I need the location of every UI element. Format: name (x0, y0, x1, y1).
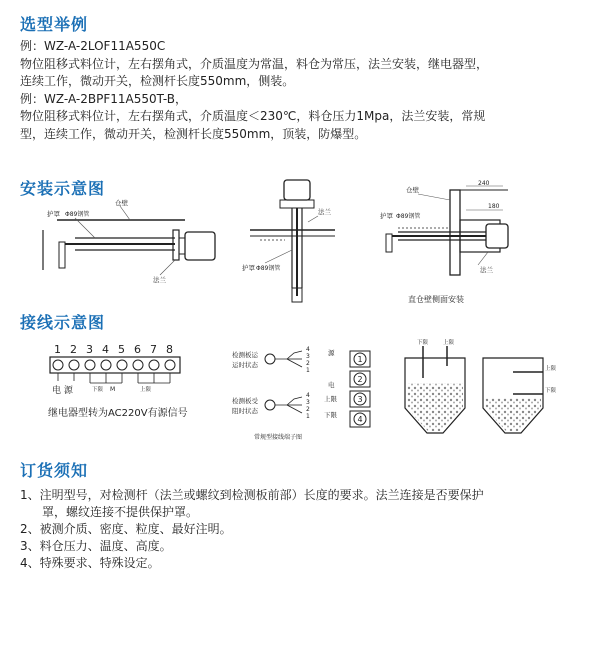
install-diagram-top (240, 178, 340, 313)
state2-line1: 检测板受 (232, 397, 258, 405)
section-title-install: 安装示意图 (20, 179, 106, 198)
example-text (20, 38, 595, 143)
sw-num: 2 (306, 360, 310, 367)
silo-label: 上限 (545, 366, 557, 372)
label-pipe-top: Φ89钢管 (256, 265, 281, 272)
box-num: 3 (357, 395, 363, 404)
label-power-right2: 电 (328, 381, 335, 389)
label-upper-right: 上限 (324, 395, 337, 403)
silo-label: 下限 (545, 388, 557, 394)
label-lower: 下限 (92, 387, 104, 393)
sw-num: 1 (306, 367, 310, 374)
label-lower-right: 下限 (324, 411, 337, 419)
terminal-number: 5 (118, 343, 125, 356)
sw-num: 3 (306, 353, 310, 360)
box-num: 1 (357, 355, 363, 364)
label-motor: M (110, 386, 116, 393)
state1-line1: 检测板运 (232, 351, 258, 359)
example-line: 连续工作，微动开关，检测杆长度550mm，侧装。 (20, 74, 295, 88)
example-line: 物位阻移式料位计，左右摆角式，介质温度为常温，料仓为常压，法兰安装，继电器型， (20, 56, 489, 71)
state2-line2: 阻时状态 (232, 407, 258, 415)
label-pipe: Φ89钢管 (65, 211, 90, 218)
section-title-order: 订货须知 (20, 461, 89, 480)
terminal-number: 8 (166, 343, 173, 356)
order-item: 4、特殊要求、特殊设定。 (20, 556, 160, 570)
terminal-number: 3 (86, 343, 93, 356)
order-item: 罩，螺纹连接不提供保护罩。 (42, 505, 199, 519)
example-line: 例：WZ-A-2LOF11A550C (20, 39, 166, 53)
order-item: 1、注明型号，对检测杆（法兰或螺纹到检测板前部）长度的要求。法兰连接是否要保护 (20, 488, 484, 502)
terminal-number: 6 (134, 343, 141, 356)
label-guard-top: 护罩 (242, 264, 255, 272)
install-diagram-side (35, 200, 220, 290)
relay-caption: 继电器型转为AC220V有源信号 (48, 408, 188, 419)
label-guard: 护罩 (47, 210, 60, 218)
order-notes (20, 487, 595, 572)
label-power-right: 源 (328, 349, 335, 357)
box-num: 2 (357, 375, 363, 384)
sw-num: 2 (306, 406, 310, 413)
order-item: 2、被测介质、密度、粒度、最好注明。 (20, 522, 232, 536)
label-wall-3: 仓壁 (406, 186, 419, 194)
terminal-number: 2 (70, 343, 77, 356)
label-flange-3: 法兰 (480, 266, 493, 274)
terminal-number: 1 (54, 343, 61, 356)
example-line: 型，连续工作，微动开关，检测杆长度550mm，顶装，防爆型。 (20, 126, 367, 141)
switch-caption: 常规型接线端子图 (254, 434, 303, 441)
state1-line2: 运时状态 (232, 361, 258, 369)
example-line: 例：WZ-A-2BPF11A550T-B， (20, 91, 187, 106)
example-line: 物位阻移式料位计，左右摆角式，介质温度＜230℃，料仓压力1Mpa，法兰安装，常规 (20, 109, 486, 123)
label-dim-180: 180 (488, 203, 500, 210)
label-flange-top: 法兰 (318, 208, 331, 216)
label-guard-3: 护罩 (380, 212, 393, 220)
silo-diagram (395, 338, 555, 443)
terminal-box-diagram (324, 343, 384, 433)
sw-num: 4 (306, 346, 310, 353)
sw-num: 4 (306, 392, 310, 399)
silo-label: 下限 (417, 340, 429, 346)
sw-num: 3 (306, 399, 310, 406)
switch-state-diagram (232, 343, 322, 443)
install-diagram-wall (378, 180, 518, 305)
label-pipe-3: Φ89钢管 (396, 213, 421, 220)
label-flange: 法兰 (153, 276, 166, 284)
label-upper: 上限 (140, 387, 152, 393)
section-title-example: 选型举例 (20, 15, 89, 34)
label-wall: 仓壁 (115, 199, 128, 207)
label-power: 电 源 (52, 386, 73, 396)
box-num: 4 (357, 415, 363, 424)
terminal-number: 4 (102, 343, 109, 356)
sw-num: 1 (306, 413, 310, 420)
label-dim-240: 240 (478, 180, 490, 187)
section-title-wiring: 接线示意图 (20, 313, 106, 332)
caption-wall-install: 直仓壁侧面安装 (408, 295, 464, 304)
terminal-number: 7 (150, 343, 157, 356)
silo-label: 上限 (443, 340, 455, 346)
order-item: 3、料仓压力、温度、高度。 (20, 539, 172, 553)
